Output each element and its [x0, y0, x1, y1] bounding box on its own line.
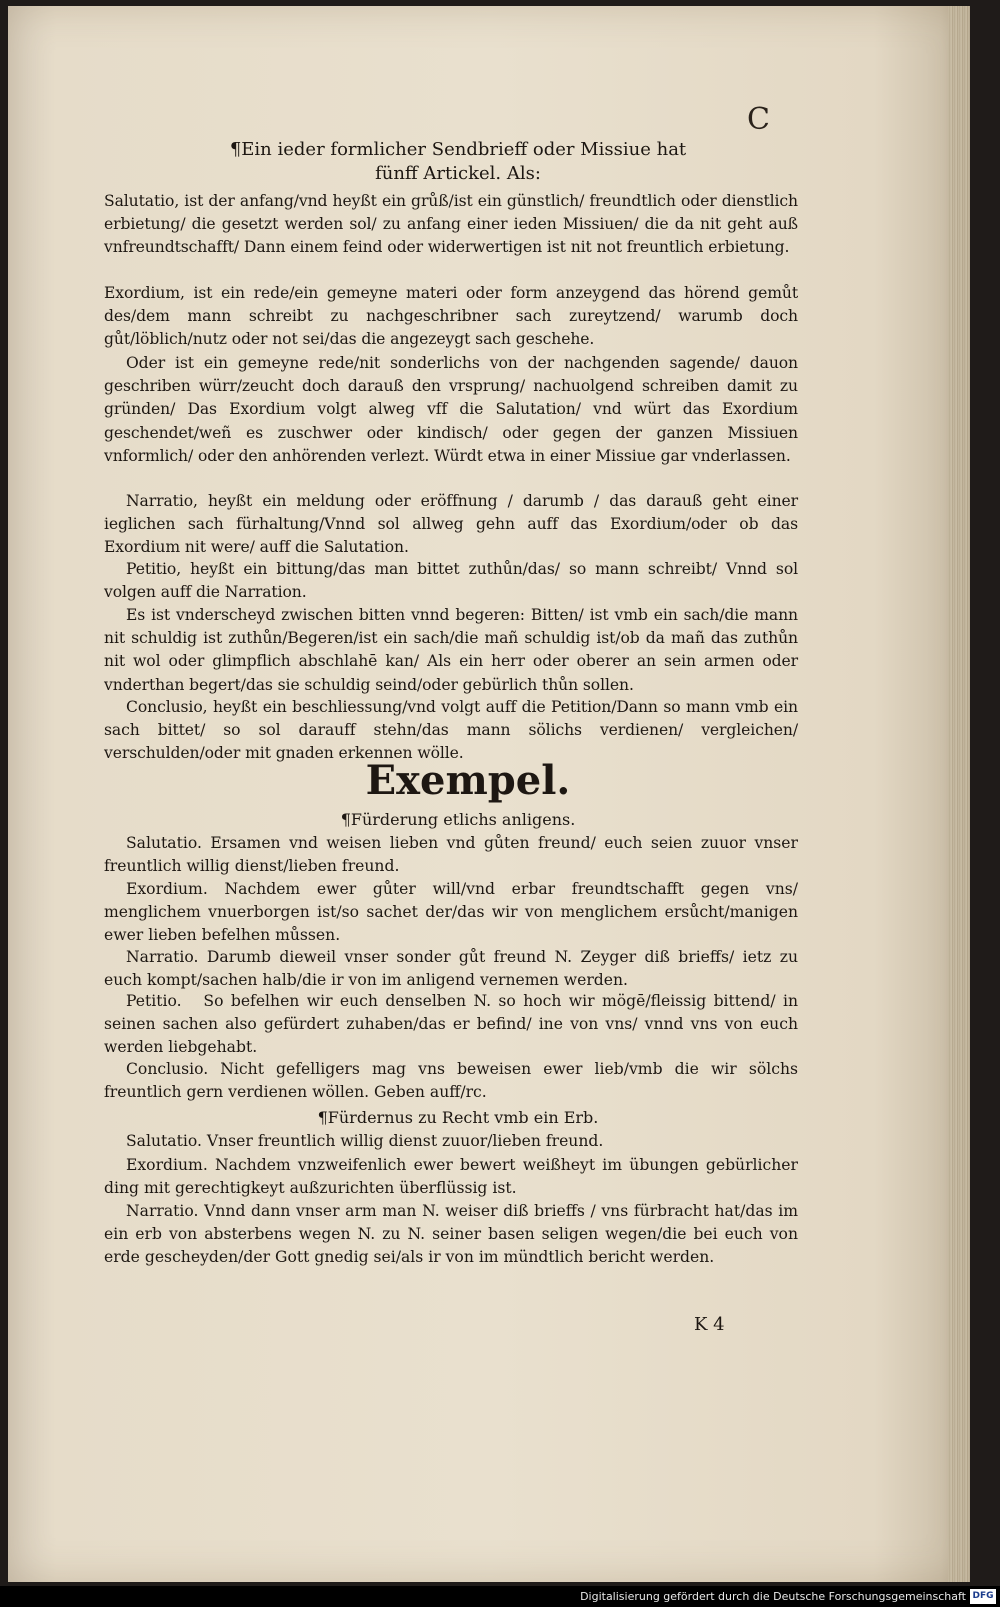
paragraph-exordium-2: Oder ist ein gemeyne rede/nit sonderlichs von der nachgenden sagende/ dauon geschriben würr/zeucht doch darauß den vrsprung/ nachuolgend schreiben damit zu gründen/ Das Exordium volgt alweg vff die Salutation/ vnd würt das Exordium geschendet/weñ es zuschwer oder kindisch/ oder gegen der ganzen Missiuen vnformlich/ oder den anhörenden verlezt. Würdt etwa in einer Missiue gar vnderlassen.: [104, 354, 798, 465]
example2-text-narratio: Vnnd dann vnser arm man N. weiser diß brieffs / vns fürbracht hat/das im ein erb von absterbens wegen N. zu N. seiner basen seligen wegen/die bei euch von erde gescheyden/der Gott gnedig sei/als ir von im mündtlich bericht werden.: [104, 1202, 799, 1267]
example1-label-petitio: Petitio.: [126, 992, 182, 1010]
dfg-logo-icon: DFG: [970, 1589, 996, 1604]
example1-row-salutatio: [104, 832, 798, 878]
paragraph-exordium: Exordium, ist ein rede/ein gemeyne materi oder form anzeygend das hörend gemůt des/dem mann schreibt zu nachgeschribner sach zureytzend/ warumb doch gůt/löblich/nutz oder not sei/das die angezeygt sach geschehe.: [104, 284, 798, 349]
example1-label-salutatio: Salutatio.: [126, 834, 202, 852]
example1-row-exordium: [104, 878, 798, 948]
exempel-heading: Exempel.: [365, 757, 571, 804]
signature-mark: C: [747, 102, 770, 137]
example1-text-exordium: Nachdem ewer gůter will/vnd erbar freundtschafft gegen vns/ menglichem vnuerborgen ist/so sachet der/das wir von menglichem ersůcht/manigen ewer lieben befelhen můssen.: [104, 880, 798, 945]
example2-text-exordium: Nachdem vnzweifenlich ewer bewert weißheyt im übungen gebürlicher ding mit gerechtigkeyt außzurichten überflüssig ist.: [104, 1156, 798, 1198]
page-edges: [948, 6, 970, 1582]
example1-label-narratio: Narratio.: [126, 948, 199, 966]
example1-row-conclusio: [104, 1058, 798, 1104]
page-mark: K 4: [694, 1314, 725, 1335]
paragraph-conclusio: Conclusio, heyßt ein beschliessung/vnd volgt auff die Petition/Dann so mann vmb ein sach bittet/ so sol darauff stehn/das mann sölichs verdienen/ vergleichen/ verschulden/oder mit gnaden erkennen wölle.: [104, 698, 798, 763]
heading-line-2: fünff Artickel. Als:: [375, 163, 541, 184]
example1-row-petitio: [104, 990, 798, 1060]
example1-label-conclusio: Conclusio.: [126, 1060, 209, 1078]
example2-label-exordium: Exordium.: [126, 1156, 208, 1174]
example1-title: ¶Fürderung etlichs anligens.: [340, 810, 576, 829]
example2-row-exordium: [104, 1154, 798, 1200]
example2-label-narratio: Narratio.: [126, 1202, 199, 1220]
example1-text-salutatio: Ersamen vnd weisen lieben vnd gůten freund/ euch seien zuuor vnser freuntlich willig dienst/lieben freund.: [104, 834, 798, 876]
example1-label-exordium: Exordium.: [126, 880, 208, 898]
example1-text-narratio: Darumb dieweil vnser sonder gůt freund N. Zeyger diß brieffs/ ietz zu euch kompt/sachen halb/die ir von im anligend vernemen werden.: [104, 948, 798, 990]
example1-text-conclusio: Nicht gefelligers mag vns beweisen ewer lieb/vmb die wir sölchs freuntlich gern verdienen wöllen. Geben auff/rc.: [104, 1060, 798, 1102]
example2-text-salutatio: Vnser freuntlich willig dienst zuuor/lieben freund.: [206, 1132, 604, 1150]
paragraph-narratio: Narratio, heyßt ein meldung oder eröffnung / darumb / das darauß geht einer ieglichen sach fürhaltung/Vnnd sol allweg gehn auff das Exordium/oder ob das Exordium nit were/ auff die Salutation.: [104, 492, 798, 557]
example2-row-narratio: [104, 1200, 798, 1270]
footer-credit: Digitalisierung gefördert durch die Deutsche Forschungsgemeinschaft: [580, 1590, 966, 1603]
example1-text-petitio: So befelhen wir euch denselben N. so hoch wir mögē/fleissig bittend/ in seinen sachen also gefürdert zuhaben/das er befind/ ine von vns/ vnnd vns von euch werden liebgehabt.: [104, 992, 798, 1057]
heading-line-1: ¶Ein ieder formlicher Sendbrieff oder Missiue hat: [229, 139, 687, 160]
example1-row-narratio: [104, 946, 798, 992]
paragraph-bitten-begeren: Es ist vnderscheyd zwischen bitten vnnd begeren: Bitten/ ist vmb ein sach/die mann nit schuldig ist zuthůn/Begeren/ist ein sach/die mañ schuldig ist/ob da mañ das zuthůn nit wol oder glimpflich abschlahē kan/ Als ein herr oder oberer an sein armen oder vnderthan begert/das sie schuldig seind/oder gebürlich thůn sollen.: [104, 606, 798, 694]
paragraph-petitio: Petitio, heyßt ein bittung/das man bittet zuthůn/das/ so mann schreibt/ Vnnd sol volgen auff die Narration.: [104, 560, 798, 602]
example2-row-salutatio: [104, 1130, 798, 1153]
example2-label-salutatio: Salutatio.: [126, 1132, 202, 1150]
paragraph-salutatio: Salutatio, ist der anfang/vnd heyßt ein grůß/ist ein günstlich/ freundtlich oder dienstlich erbietung/ die gesetzt werden sol/ zu anfang einer ieden Missiuen/ die da nit geht auß vnfreundtschafft/ Dann einem feind oder widerwertigen ist nit not freuntlich erbietung.: [104, 192, 798, 257]
example2-title: ¶Fürdernus zu Recht vmb ein Erb.: [317, 1108, 599, 1127]
book-page: [8, 6, 970, 1582]
